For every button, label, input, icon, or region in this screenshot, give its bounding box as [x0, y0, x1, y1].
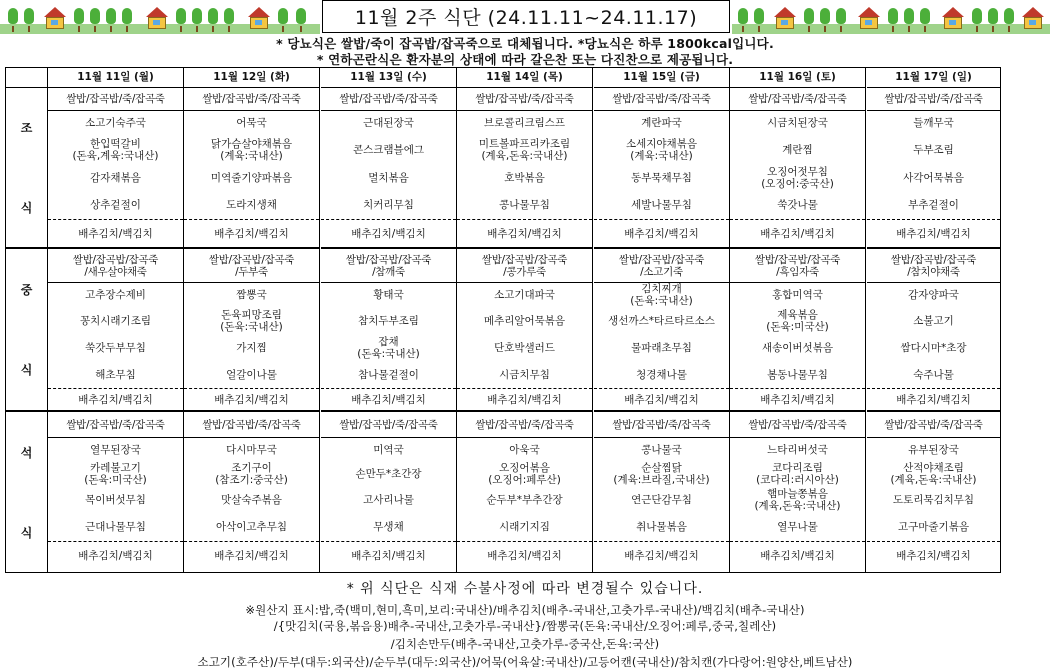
- menu-item-side-dish-2: 얼갈이나물: [226, 368, 277, 381]
- menu-item-staple: 쌀밥/잡곡밥/죽/잡곡죽: [475, 93, 574, 105]
- menu-item-soup: 시금치된장국: [730, 110, 865, 135]
- tree-icon: [820, 8, 830, 28]
- house-icon: [1022, 7, 1044, 29]
- meal-section-dinner: [730, 412, 865, 570]
- menu-item-staple: 쌀밥/잡곡밥/죽/잡곡죽: [339, 418, 438, 431]
- tree-icon: [904, 8, 914, 28]
- menu-item-main-dish: 꽁치시래기조림: [79, 314, 151, 327]
- day-column: [321, 68, 457, 572]
- meal-section-dinner: [457, 412, 592, 570]
- menu-item-side-dish-1: 도토리묵김치무침: [892, 494, 975, 506]
- menu-item-side-dish-1: 연근단감무침: [631, 494, 692, 506]
- menu-item-side-dish-2: 도라지생채: [226, 199, 277, 211]
- menu-item-kimchi: 배추김치/백김치: [457, 219, 592, 247]
- menu-item-side-dish-2: 청경채나물: [636, 368, 687, 381]
- menu-item-side-dish-1: 목이버섯무침: [85, 494, 146, 506]
- tree-icon: [90, 8, 100, 28]
- meal-label-char: 식: [20, 363, 33, 378]
- menu-item-soup: 느타리버섯국: [730, 437, 865, 461]
- menu-item-side-dish-1: 가지찜: [236, 341, 267, 354]
- menu-item-kimchi: 배추김치/백김치: [48, 219, 183, 247]
- menu-item-side-dish-1: 물파래초무침: [631, 341, 692, 354]
- meal-section-lunch: [184, 249, 319, 412]
- menu-item-main-dish: 조기구이 (참조기:중국산): [215, 462, 288, 486]
- meal-section-breakfast: [321, 88, 456, 249]
- menu-item-soup: 짬뽕국: [184, 282, 319, 307]
- menu-item-side-dish-1: 오징어젓무침 (오징어:중국산): [761, 165, 834, 190]
- menu-item-staple: 쌀밥/잡곡밥/죽/잡곡죽: [748, 93, 847, 105]
- tree-icon: [192, 8, 202, 28]
- menu-item-side-dish-1: 쌈다시마*초장: [900, 341, 967, 354]
- day-header: 11월 16일 (토): [730, 68, 865, 88]
- menu-item-kimchi: 배추김치/백김치: [48, 388, 183, 410]
- menu-item-staple: 쌀밥/잡곡밥/죽/잡곡죽: [475, 418, 574, 431]
- tree-icon: [1004, 8, 1014, 28]
- menu-item-staple: 쌀밥/잡곡밥/죽/잡곡죽: [202, 93, 301, 105]
- menu-item-main-dish: 참치두부조림: [358, 314, 419, 327]
- meal-label-char: 식: [20, 200, 33, 215]
- day-column: [457, 68, 593, 572]
- tree-icon: [738, 8, 748, 28]
- meal-label-char: 조: [20, 121, 33, 136]
- menu-item-staple: 쌀밥/잡곡밥/잡곡죽 /소고기죽: [618, 253, 705, 278]
- menu-item-soup: 김치찌개 (돈육:국내산): [594, 282, 729, 307]
- day-header: 11월 17일 (일): [867, 68, 1000, 88]
- menu-item-kimchi: 배추김치/백김치: [457, 388, 592, 410]
- day-column: [730, 68, 866, 572]
- menu-item-side-dish-1: 잡채 (돈육:국내산): [357, 335, 420, 360]
- meal-section-breakfast: [184, 88, 319, 249]
- day-header: 11월 15일 (금): [594, 68, 729, 88]
- menu-item-kimchi: 배추김치/백김치: [321, 219, 456, 247]
- menu-item-soup: 근대된장국: [321, 110, 456, 135]
- diabetic-diet-note: * 당뇨식은 쌀밥/죽이 잡곡밥/잡곡죽으로 대체됩니다. *당뇨식은 하루 1800kcal입니다.: [276, 36, 774, 51]
- menu-item-side-dish-2: 무생채: [373, 521, 404, 533]
- menu-item-soup: 아욱국: [457, 437, 592, 461]
- menu-item-side-dish-2: 세발나물무침: [631, 199, 692, 211]
- menu-item-kimchi: 배추김치/백김치: [594, 388, 729, 410]
- menu-item-side-dish-2: 치커리무침: [363, 199, 414, 211]
- menu-item-kimchi: 배추김치/백김치: [594, 541, 729, 570]
- menu-item-soup: 고추장수제비: [48, 282, 183, 307]
- menu-item-side-dish-1: 쑥갓두부무침: [85, 341, 146, 354]
- menu-item-staple: 쌀밥/잡곡밥/죽/잡곡죽: [66, 93, 165, 105]
- menu-item-staple: 쌀밥/잡곡밥/잡곡죽 /두부죽: [208, 253, 295, 278]
- day-column: [594, 68, 730, 572]
- menu-item-staple: 쌀밥/잡곡밥/잡곡죽 /참치야채죽: [890, 253, 977, 278]
- dysphagia-diet-note: * 연하곤란식은 환자분의 상태에 따라 갈은찬 또는 다진찬으로 제공됩니다.: [316, 52, 734, 67]
- menu-item-side-dish-1: 사각어묵볶음: [903, 171, 964, 184]
- menu-item-soup: 홍합미역국: [730, 282, 865, 307]
- menu-item-kimchi: 배추김치/백김치: [867, 388, 1000, 410]
- menu-item-main-dish: 돈육피망조림 (돈육:국내산): [220, 308, 283, 333]
- menu-item-main-dish: 두부조림: [913, 143, 954, 156]
- menu-item-main-dish: 제육볶음 (돈육:미국산): [766, 308, 829, 333]
- menu-item-kimchi: 배추김치/백김치: [321, 541, 456, 570]
- meal-section-dinner: [48, 412, 183, 570]
- menu-item-main-dish: 메추리알어묵볶음: [483, 314, 566, 327]
- menu-item-soup: 황태국: [321, 282, 456, 307]
- menu-item-side-dish-1: 감자채볶음: [90, 171, 141, 184]
- menu-item-kimchi: 배추김치/백김치: [730, 541, 865, 570]
- menu-item-side-dish-2: 아삭이고추무침: [215, 521, 287, 533]
- menu-item-side-dish-2: 열무나물: [777, 521, 818, 533]
- menu-item-side-dish-2: 시금치무침: [499, 368, 550, 381]
- menu-item-side-dish-1: 새송이버섯볶음: [761, 341, 833, 354]
- tree-icon: [208, 8, 218, 28]
- meal-label-dinner: [6, 412, 48, 572]
- origin-line: 소고기(호주산)/두부(대두:외국산)/순두부(대두:외국산)/어묵(어육살:국내산)/고등어캔(국내산)/참치캔(가다랑어:원양산,베트남산): [197, 655, 853, 669]
- tree-icon: [106, 8, 116, 28]
- menu-item-side-dish-1: 순두부*부추간장: [486, 494, 563, 506]
- house-icon: [774, 7, 796, 29]
- header-decoration-right: [732, 0, 1050, 34]
- menu-item-soup: 어묵국: [184, 110, 319, 135]
- menu-item-side-dish-1: 호박볶음: [504, 171, 545, 184]
- menu-item-main-dish: 생선까스*타르타르소스: [608, 314, 715, 327]
- menu-item-main-dish: 손만두*초간장: [355, 468, 422, 480]
- menu-item-kimchi: 배추김치/백김치: [184, 541, 319, 570]
- tree-icon: [24, 8, 34, 28]
- menu-change-notice: * 위 식단은 식재 수불사정에 따라 변경될수 있습니다.: [346, 581, 704, 597]
- menu-item-staple: 쌀밥/잡곡밥/죽/잡곡죽: [612, 418, 711, 431]
- menu-item-staple: 쌀밥/잡곡밥/죽/잡곡죽: [884, 93, 983, 105]
- menu-item-side-dish-2: 취나물볶음: [636, 521, 687, 533]
- menu-item-main-dish: 코다리조림 (코다리:러시아산): [756, 462, 839, 486]
- tree-icon: [296, 8, 306, 28]
- menu-item-main-dish: 산적야채조림 (계육,돈육:국내산): [890, 462, 977, 486]
- meal-section-lunch: [867, 249, 1000, 412]
- meal-section-dinner: [321, 412, 456, 570]
- meal-section-breakfast: [730, 88, 865, 249]
- menu-item-main-dish: 소세지야채볶음 (계육:국내산): [625, 137, 697, 162]
- menu-item-kimchi: 배추김치/백김치: [457, 541, 592, 570]
- meal-section-breakfast: [867, 88, 1000, 249]
- menu-item-side-dish-1: 동부묵채무침: [631, 171, 692, 184]
- day-header: 11월 14일 (목): [457, 68, 592, 88]
- day-header: 11월 12일 (화): [184, 68, 319, 88]
- tree-icon: [804, 8, 814, 28]
- menu-item-staple: 쌀밥/잡곡밥/죽/잡곡죽: [612, 93, 711, 105]
- menu-item-main-dish: 오징어볶음 (오징어:페루산): [488, 462, 561, 486]
- menu-item-kimchi: 배추김치/백김치: [730, 388, 865, 410]
- meal-section-lunch: [594, 249, 729, 412]
- menu-item-soup: 다시마무국: [184, 437, 319, 461]
- menu-item-side-dish-1: 미역줄기양파볶음: [210, 171, 293, 184]
- tree-icon: [920, 8, 930, 28]
- page-title: 11월 2주 식단 (24.11.11~24.11.17): [322, 0, 730, 33]
- tree-icon: [278, 8, 288, 28]
- tree-icon: [176, 8, 186, 28]
- menu-item-soup: 열무된장국: [48, 437, 183, 461]
- menu-item-staple: 쌀밥/잡곡밥/죽/잡곡죽: [339, 93, 438, 105]
- house-icon: [858, 7, 880, 29]
- menu-item-main-dish: 순살찜닭 (계육:브라질,국내산): [613, 462, 710, 486]
- menu-item-kimchi: 배추김치/백김치: [594, 219, 729, 247]
- menu-item-kimchi: 배추김치/백김치: [48, 541, 183, 570]
- header-decoration-left: [0, 0, 320, 34]
- menu-item-soup: 들깨무국: [867, 110, 1000, 135]
- tree-icon: [74, 8, 84, 28]
- menu-item-side-dish-1: 고사리나물: [363, 494, 414, 506]
- menu-item-side-dish-1: 햄마늘쫑볶음 (계육,돈육:국내산): [754, 488, 841, 512]
- menu-item-main-dish: 미트볼파프리카조림 (계육,돈육:국내산): [478, 137, 571, 162]
- menu-item-staple: 쌀밥/잡곡밥/잡곡죽 /새우살야채죽: [72, 253, 159, 278]
- menu-item-side-dish-2: 쑥갓나물: [777, 199, 818, 211]
- meal-section-lunch: [730, 249, 865, 412]
- meal-section-breakfast: [457, 88, 592, 249]
- menu-item-staple: 쌀밥/잡곡밥/잡곡죽 /콩가루죽: [481, 253, 568, 278]
- menu-item-staple: 쌀밥/잡곡밥/죽/잡곡죽: [66, 418, 165, 431]
- menu-item-side-dish-2: 상추겉절이: [90, 199, 141, 211]
- house-icon: [248, 7, 270, 29]
- tree-icon: [988, 8, 998, 28]
- weekly-menu-table: [5, 67, 1001, 573]
- menu-item-side-dish-2: 참나물겉절이: [358, 368, 419, 381]
- menu-item-side-dish-1: 멸치볶음: [368, 171, 409, 184]
- menu-item-kimchi: 배추김치/백김치: [321, 388, 456, 410]
- meal-label-char: 식: [20, 525, 33, 540]
- meal-section-lunch: [457, 249, 592, 412]
- menu-item-soup: 감자양파국: [867, 282, 1000, 307]
- menu-item-side-dish-2: 근대나물무침: [85, 521, 146, 533]
- tree-icon: [8, 8, 18, 28]
- meal-section-dinner: [867, 412, 1000, 570]
- tree-icon: [836, 8, 846, 28]
- menu-item-main-dish: 소불고기: [913, 314, 954, 327]
- menu-item-side-dish-1: 맛살숙주볶음: [221, 494, 282, 506]
- corner-cell: [6, 68, 48, 88]
- day-header: 11월 11일 (월): [48, 68, 183, 88]
- menu-item-main-dish: 한입떡갈비 (돈육,계육:국내산): [72, 137, 159, 162]
- meal-section-breakfast: [594, 88, 729, 249]
- day-column: [48, 68, 184, 572]
- menu-item-main-dish: 콘스크램블에그: [352, 143, 424, 156]
- day-column: [867, 68, 1000, 572]
- menu-item-side-dish-2: 봄동나물무침: [767, 368, 828, 381]
- menu-item-soup: 콩나물국: [594, 437, 729, 461]
- menu-item-kimchi: 배추김치/백김치: [867, 541, 1000, 570]
- menu-item-staple: 쌀밥/잡곡밥/죽/잡곡죽: [748, 418, 847, 431]
- meal-section-dinner: [184, 412, 319, 570]
- tree-icon: [888, 8, 898, 28]
- menu-item-side-dish-1: 단호박샐러드: [494, 341, 555, 354]
- menu-item-soup: 소고기숙주국: [48, 110, 183, 135]
- menu-item-kimchi: 배추김치/백김치: [730, 219, 865, 247]
- menu-item-side-dish-2: 부추겉절이: [908, 199, 959, 211]
- menu-item-soup: 미역국: [321, 437, 456, 461]
- menu-item-side-dish-2: 시래기지짐: [499, 521, 550, 533]
- meal-section-breakfast: [48, 88, 183, 249]
- meal-label-char: 석: [20, 445, 33, 460]
- meal-section-lunch: [321, 249, 456, 412]
- menu-item-kimchi: 배추김치/백김치: [867, 219, 1000, 247]
- origin-line: /{맛김치(국용,볶음용)배추-국내산,고춧가루-국내산}/짬뽕국(돈육:국내산/오징어:페루,중국,칠레산): [273, 619, 777, 633]
- meal-label-breakfast: [6, 88, 48, 249]
- menu-item-staple: 쌀밥/잡곡밥/죽/잡곡죽: [884, 418, 983, 431]
- meal-section-lunch: [48, 249, 183, 412]
- menu-item-side-dish-2: 해초무침: [95, 368, 136, 381]
- meal-section-dinner: [594, 412, 729, 570]
- menu-item-main-dish: 카레불고기 (돈육:미국산): [84, 462, 147, 486]
- menu-item-staple: 쌀밥/잡곡밥/죽/잡곡죽: [202, 418, 301, 431]
- house-icon: [146, 7, 168, 29]
- meal-label-lunch: [6, 249, 48, 412]
- menu-item-side-dish-2: 콩나물무침: [499, 199, 550, 211]
- menu-item-soup: 계란파국: [594, 110, 729, 135]
- origin-line: /김치손만두(배추-국내산,고춧가루-중국산,돈육:국산): [390, 637, 660, 651]
- menu-item-soup: 유부된장국: [867, 437, 1000, 461]
- menu-item-staple: 쌀밥/잡곡밥/잡곡죽 /참깨죽: [345, 253, 432, 278]
- menu-item-main-dish: 닭가슴살야채볶음 (계육:국내산): [210, 137, 293, 162]
- tree-icon: [224, 8, 234, 28]
- menu-item-soup: 브로콜리크림스프: [457, 110, 592, 135]
- menu-item-side-dish-2: 숙주나물: [913, 368, 954, 381]
- origin-line: ※원산지 표시:밥,죽(백미,현미,흑미,보리:국내산)/배추김치(배추-국내산,고춧가루-국내산)/백김치(배추-국내산): [245, 603, 805, 617]
- day-header: 11월 13일 (수): [321, 68, 456, 88]
- house-icon: [942, 7, 964, 29]
- menu-item-main-dish: 계란찜: [782, 143, 813, 156]
- menu-item-kimchi: 배추김치/백김치: [184, 388, 319, 410]
- tree-icon: [122, 8, 132, 28]
- menu-item-kimchi: 배추김치/백김치: [184, 219, 319, 247]
- menu-item-side-dish-2: 고구마줄기볶음: [897, 521, 969, 533]
- house-icon: [44, 7, 66, 29]
- menu-item-staple: 쌀밥/잡곡밥/잡곡죽 /흑임자죽: [754, 253, 841, 278]
- menu-item-soup: 소고기대파국: [457, 282, 592, 307]
- tree-icon: [754, 8, 764, 28]
- tree-icon: [972, 8, 982, 28]
- day-column: [184, 68, 320, 572]
- meal-label-char: 중: [20, 282, 33, 297]
